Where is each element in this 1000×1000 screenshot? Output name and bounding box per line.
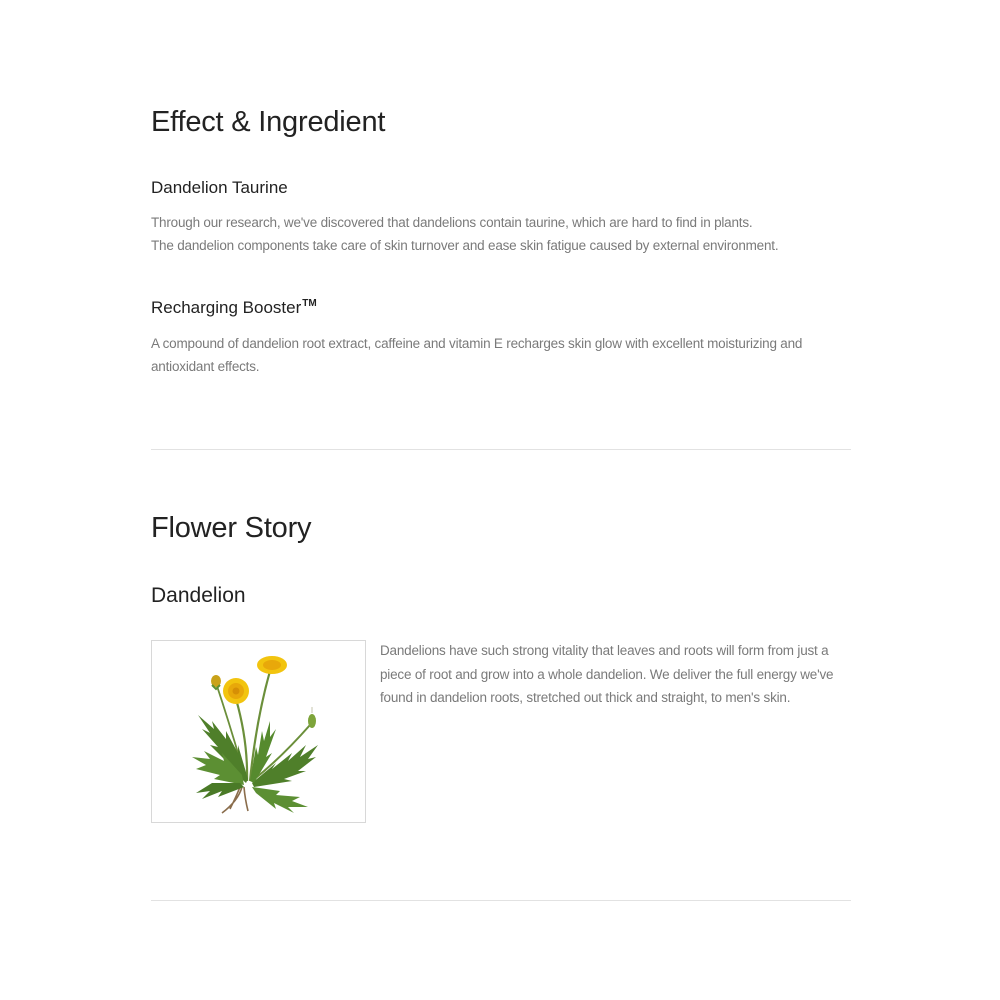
dandelion-plant-illustration [152,641,365,822]
flower-head-1 [223,678,249,704]
trademark-mark: TM [302,298,317,309]
recharging-booster-heading [151,298,317,318]
dandelion-taurine-heading: Dandelion Taurine [151,178,288,197]
dandelion-taurine-text [151,211,851,257]
taurine-line-2: The dandelion components take care of skin turnover and ease skin fatigue caused by external environment. [151,238,779,253]
recharging-booster-label: Recharging Booster [151,298,302,317]
section-divider-2 [151,900,851,901]
effect-ingredient-title: Effect & Ingredient [151,106,386,138]
dandelion-image [151,640,366,823]
flower-head-2 [257,656,287,674]
section-divider-1 [151,449,851,450]
flower-bud-1 [211,675,221,689]
recharging-booster-text: A compound of dandelion root extract, caffeine and vitamin E recharges skin glow with excellent moisturizing and antioxidant effects. [151,336,803,374]
taurine-line-1: Through our research, we've discovered that dandelions contain taurine, which are hard to find in plants. [151,215,753,230]
flower-story-title: Flower Story [151,512,312,544]
flower-name-heading: Dandelion [151,584,246,607]
flower-story-text: Dandelions have such strong vitality that leaves and roots will form from just a piece of root and grow into a whole dandelion. We deliver the full energy we've found in dandelion roots, stretched out thick and straight, to men's skin. [380,643,834,705]
flower-bud-2 [308,707,316,728]
